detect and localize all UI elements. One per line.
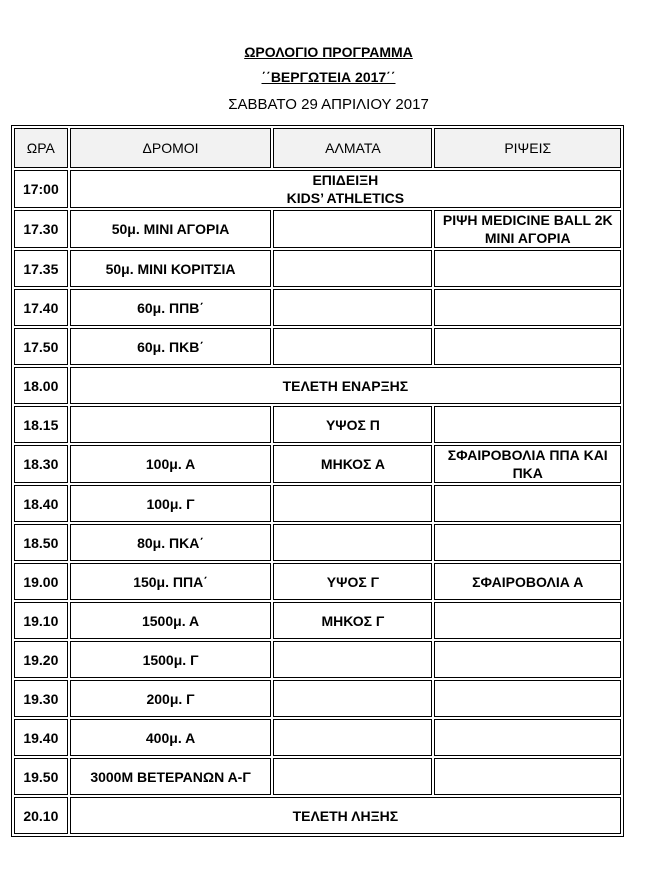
throws-cell <box>434 641 621 678</box>
time-cell: 19.50 <box>14 758 68 795</box>
ceremony-cell <box>70 797 621 834</box>
schedule-table <box>11 125 624 837</box>
time-cell: 18.00 <box>14 367 68 404</box>
time-cell: 17:00 <box>14 170 68 208</box>
runs-cell: 400μ. Α <box>70 719 272 756</box>
table-row <box>14 641 621 678</box>
runs-cell: 150μ. ΠΠΑ΄ <box>70 563 272 600</box>
runs-cell: 80μ. ΠΚΑ΄ <box>70 524 272 561</box>
table-row <box>14 289 621 326</box>
jumps-cell <box>273 719 432 756</box>
jumps-cell <box>273 758 432 795</box>
throws-cell <box>434 602 621 639</box>
time-cell: 17.35 <box>14 250 68 287</box>
throws-cell <box>434 250 621 287</box>
time-cell: 19.30 <box>14 680 68 717</box>
header-row <box>14 128 621 168</box>
table-row <box>14 719 621 756</box>
jumps-cell: ΜΗΚΟΣ Γ <box>273 602 432 639</box>
table-row <box>14 406 621 443</box>
table-row <box>14 524 621 561</box>
throws-cell: ΡΙΨΗ MEDICINE BALL 2K ΜΙΝΙ ΑΓΟΡΙΑ <box>434 210 621 248</box>
jumps-cell <box>273 680 432 717</box>
ceremony-cell <box>70 367 621 404</box>
event-date: ΣΑΒΒΑΤΟ 29 ΑΠΡΙΛΙΟΥ 2017 <box>228 96 429 113</box>
column-header-time: ΩΡΑ <box>14 128 68 168</box>
jumps-cell: ΥΨΟΣ Γ <box>273 563 432 600</box>
table-row <box>14 250 621 287</box>
throws-cell <box>434 289 621 326</box>
runs-cell: 50μ. ΜΙΝΙ ΑΓΟΡΙΑ <box>70 210 272 248</box>
column-header-throws: ΡΙΨΕΙΣ <box>434 128 621 168</box>
jumps-cell <box>273 328 432 365</box>
table-row <box>14 485 621 522</box>
throws-cell <box>434 485 621 522</box>
table-row <box>14 328 621 365</box>
ceremony-label: ΕΠΙΔΕΙΞΗ <box>312 172 379 188</box>
runs-cell: 60μ. ΠΚΒ΄ <box>70 328 272 365</box>
column-header-runs: ΔΡΟΜΟΙ <box>70 128 272 168</box>
ceremony-label: ΤΕΛΕΤΗ ΕΝΑΡΞΗΣ <box>282 377 409 394</box>
throws-cell <box>434 680 621 717</box>
time-cell: 17.30 <box>14 210 68 248</box>
jumps-cell: ΜΗΚΟΣ Α <box>273 445 432 483</box>
runs-cell: 200μ. Γ <box>70 680 272 717</box>
table-row <box>14 367 621 404</box>
time-cell: 19.10 <box>14 602 68 639</box>
table-row <box>14 445 621 483</box>
runs-cell: 100μ. Γ <box>70 485 272 522</box>
runs-cell <box>70 406 272 443</box>
throws-cell <box>434 328 621 365</box>
time-cell: 17.50 <box>14 328 68 365</box>
runs-cell: 50μ. ΜΙΝΙ ΚΟΡΙΤΣΙΑ <box>70 250 272 287</box>
time-cell: 19.20 <box>14 641 68 678</box>
throws-cell: ΣΦΑΙΡΟΒΟΛΙΑ Α <box>434 563 621 600</box>
jumps-cell <box>273 641 432 678</box>
page-title: ΩΡΟΛΟΓΙΟ ΠΡΟΓΡΑΜΜΑ <box>244 44 413 60</box>
table-row <box>14 680 621 717</box>
runs-cell: 60μ. ΠΠΒ΄ <box>70 289 272 326</box>
table-row <box>14 210 621 248</box>
time-cell: 17.40 <box>14 289 68 326</box>
throws-cell <box>434 719 621 756</box>
throws-cell <box>434 406 621 443</box>
table-row <box>14 170 621 208</box>
time-cell: 18.50 <box>14 524 68 561</box>
time-cell: 18.30 <box>14 445 68 483</box>
time-cell: 18.40 <box>14 485 68 522</box>
table-row <box>14 563 621 600</box>
jumps-cell <box>273 210 432 248</box>
jumps-cell <box>273 524 432 561</box>
jumps-cell <box>273 289 432 326</box>
throws-cell <box>434 524 621 561</box>
ceremony-label: ΤΕΛΕΤΗ ΛΗΞΗΣ <box>292 807 399 824</box>
runs-cell: 3000Μ ΒΕΤΕΡΑΝΩΝ Α-Γ <box>70 758 272 795</box>
runs-cell: 100μ. Α <box>70 445 272 483</box>
time-cell: 18.15 <box>14 406 68 443</box>
column-header-jumps: ΑΛΜΑΤΑ <box>273 128 432 168</box>
throws-cell <box>434 758 621 795</box>
jumps-cell <box>273 485 432 522</box>
jumps-cell <box>273 250 432 287</box>
table-row <box>14 602 621 639</box>
jumps-cell: ΥΨΟΣ Π <box>273 406 432 443</box>
table-row <box>14 758 621 795</box>
ceremony-sublabel: KIDS’ ATHLETICS <box>286 190 405 206</box>
time-cell: 19.40 <box>14 719 68 756</box>
event-name: ΄΄ΒΕΡΓΩΤΕΙΑ 2017΄΄ <box>261 69 396 85</box>
runs-cell: 1500μ. Α <box>70 602 272 639</box>
schedule-body <box>14 170 621 834</box>
throws-cell: ΣΦΑΙΡΟΒΟΛΙΑ ΠΠΑ ΚΑΙ ΠΚΑ <box>434 445 621 483</box>
time-cell: 20.10 <box>14 797 68 834</box>
time-cell: 19.00 <box>14 563 68 600</box>
ceremony-cell <box>70 170 621 208</box>
table-row <box>14 797 621 834</box>
runs-cell: 1500μ. Γ <box>70 641 272 678</box>
